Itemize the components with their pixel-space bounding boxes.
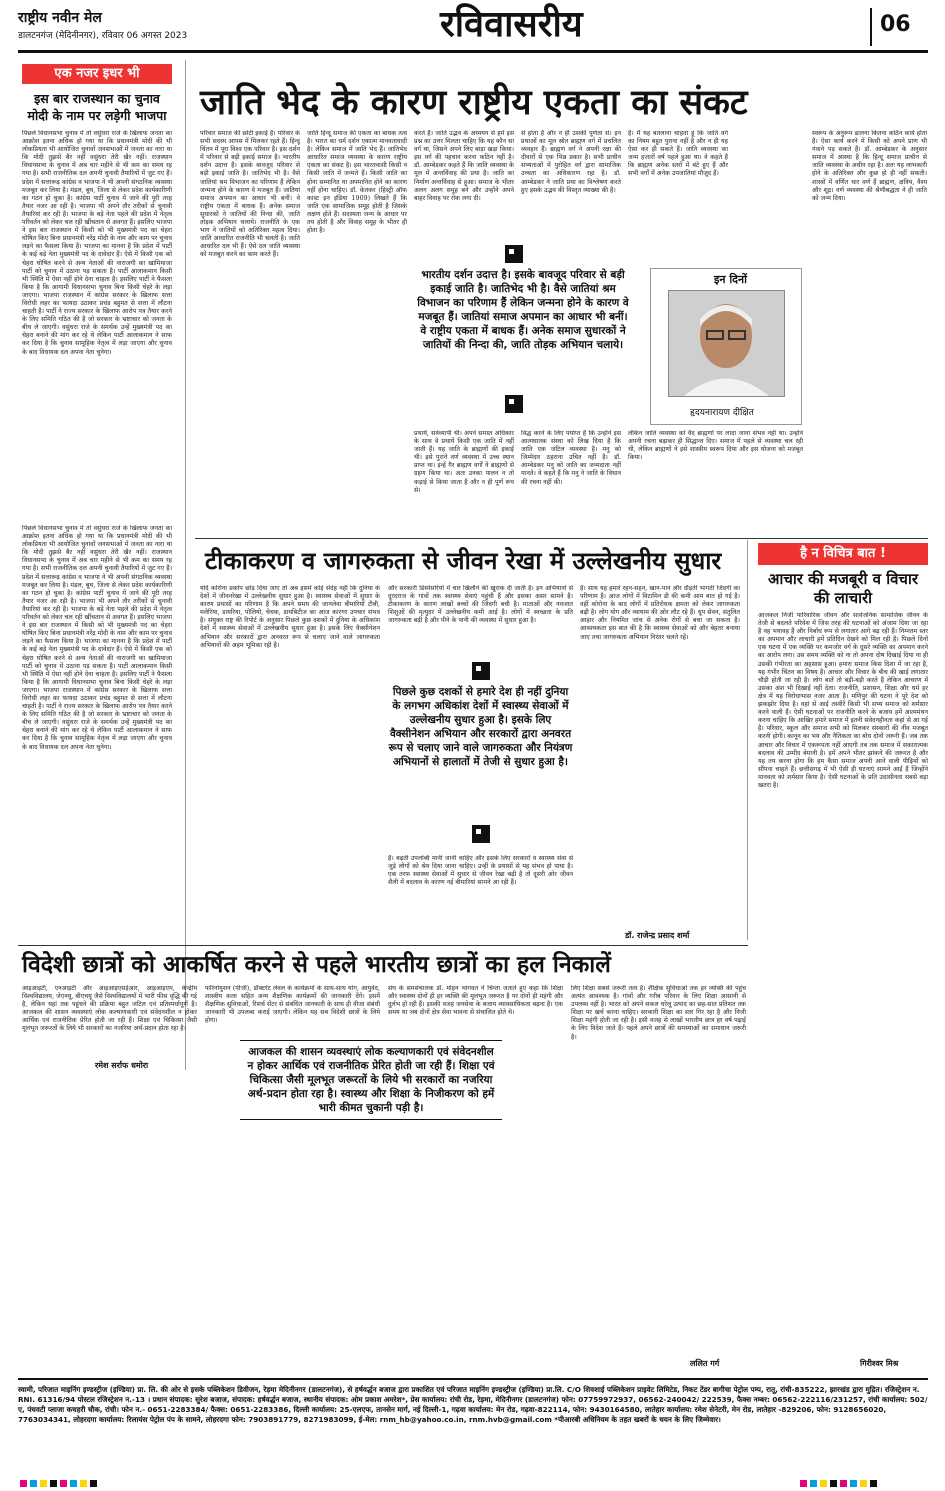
registration-dot bbox=[40, 1480, 47, 1487]
right-box-label: है न विचित्र बात ! bbox=[758, 543, 928, 565]
dateline: डालटनगंज (मेदिनीनगर), रविवार 06 अगस्त 2023 bbox=[18, 31, 188, 41]
imprint-line: स्वामी, परिजात माइनिंग इण्डस्ट्रीज (इण्डिया) प्रा. लि. की ओर से इसके पब्लिकेशन डिवीजन, रेड़मा मेदिनीनगर (डालटनगंज), से हर्षवर्द्धन बजाज द्वारा प्रकाशित एवं परिजात माइनिंग इण्डस्ट्रीज (इण्डिया) प्रा.लि. C/O शिवशाई पब्लिकेशन प्राइवेट लिमिटेड, निकट टेंडर बागीचा पेट्रोल पम्प, रातू, रांची-835222, झारखंड द्वारा मुद्रित। रजिस्ट्रेशन न. RNI. 61316/94 पोस्टल रजिस्ट्रेशन न.-13 । प्रधान संपादक: सुरेश बजाज, संपादक: हर्षवर्द्धन बजाज, स्थानीय संपादक: ओम प्रकाश अमरेश*, प्रेस कार्यालय: रांची रोड, रेड़मा, मेदिनीनगर (डालटनगंज) फोन: 07759972937, 06562-240042/ 222539, फैक्स नम्बर: 06562-222116/231257, रांची कार्यालय: 502/ए, पंचवटी प्लाजा कचहरी चौक, रांची। फोन न.- 0651-2283384/ फैक्स: 0651-2283386, दिल्ली कार्यालय: 25-एलएफ, तानसेन मार्ग, नई दिल्ली-1, गढ़वा कार्यालय: मेन रोड, गढ़वा-822114, फोन: 9430164580, लातेहार कार्यालय: रमेश सेनेटरी, मेन रोड, लातेहार -829206, फोन: 9128656020, 7763034341, लोहरदगा कार्यालय: रिलायंस पेट्रोल पंप के सामने, लोहरदगा फोन: 7903891779, 8271983099, ई-मेल: rnm_hb@yahoo.co.in, rnm.hvb@gmail.com *पीआरबी अधिनियम के तहत खबरों के चयन के लिए जिम्मेवार। bbox=[18, 1385, 928, 1424]
story1-col4: से होता है और न ही उसकी पूर्णता से। इन प्रथाओं का मूल स्रोत ब्राह्मण वर्ग में प्रचलित व्यवहार हैं। ब्राह्मण वर्ग ने अपनी रक्षा की दीवारों से एक भिन्न प्रकार है। सभी प्राचीन सभ्यताओं में पुरोहित वर्ग द्वारा सामाजिक उच्चता का अधिकारण रहा है। डॉ. आम्बेडकर ने जाति प्रथा का विश्लेषण करते हुए इसके उद्भव की विस्तृत व्याख्या की है। bbox=[521, 130, 621, 194]
registration-dots-right bbox=[800, 1472, 880, 1482]
registration-dot bbox=[80, 1480, 87, 1487]
left-box-body-continued: पिछले विधानसभा चुनाव में तो वसुंधरा राजे के खिलाफ जनता का आक्रोश इतना अधिक हो गया था कि प्रधानमंत्री मोदी की भी लोकप्रियता भी आयोजित चुनावों जनसभाओं में जनता का नारा था कि मोदी तुझसे बैर नहीं वसुंधरा तेरी खैर नहीं। राजस्थान विधानसभा के चुनाव में अब चार महीने से भी कम का समय रह गया है। सभी राजनीतिक दल अपनी चुनावी तैयारियों में जुट गए हैं। प्रदेश में सत्तारूढ़ कांग्रेस व भाजपा ने भी अपनी संगठनिक व्यवस्था मजबूत कर लिया है। मंडल, बूथ, जिला से लेकर प्रदेश कार्यकारिणी का गठन हो चुका है। कांग्रेस पार्टी चुनाव में जाने की पूरी तरह तैयार नजर आ रही है। भाजपा भी अपने तौर तरीकों से चुनावी तैयारियां कर रही है। भाजपा के बड़े नेता पहले की प्रदेश में नेतृत्व परिवर्तन को लेकर चल रही खींचतान से अवगत हैं। इसलिए भाजपा ने इस बार राजस्थान में किसी को भी मुख्यमंत्री पद का चेहरा घोषित किए बिना प्रधानमंत्री नरेंद्र मोदी के नाम और काम पर चुनाव लड़ने का फैसला किया है। भाजपा का मानना है कि प्रदेश में पार्टी के कई बड़े नेता मुख्यमंत्री पद के दावेदार हैं। ऐसे में किसी एक को चेहरा घोषित करने से अन्य नेताओं की नाराजगी का खामियाजा पार्टी को चुनाव में उठाना पड़ सकता है। पार्टी आलाकमान किसी भी स्थिति में ऐसा नहीं होने देना चाहता है। इसलिए पार्टी ने फैसला किया है कि आगामी विधानसभा चुनाव बिना किसी चेहरे के लड़ा जाएगा। भाजपा राजस्थान में कांग्रेस सरकार के खिलाफ सत्ता विरोधी लहर का फायदा उठाकर प्रचंड बहुमत से सत्ता में लौटना चाहती है। पार्टी ने राज्य सरकार के खिलाफ आरोप पत्र तैयार करने के लिए समिति गठित की है जो सरकार के भ्रष्टाचार को जनता के बीच ले जाएगी। वसुंधरा राजे के समर्थक उन्हें मुख्यमंत्री पद का चेहरा बनाने की मांग कर रहे थे लेकिन पार्टी आलाकमान ने साफ कर दिया है कि चुनाव सामूहिक नेतृत्व में लड़ा जाएगा और चुनाव के बाद विधायक दल अपना नेता चुनेगा। bbox=[22, 525, 172, 751]
left-box-label: एक नजर इधर भी bbox=[22, 64, 172, 84]
story1-col5: है। मैं यह बतलाना चाहता हूं कि जाति वर्ग का नियम बहुत पुराना नहीं है और न ही यह ऐसा कर ही सकते हैं। जाति व्यवस्था का जन्म हजारों वर्ष पहले हुआ था। वे कहते हैं कि ब्राह्मण अनेक स्तरों में बंटे हुए हैं और सभी वर्गों में अनेक उपजातियां मौजूद हैं। bbox=[628, 130, 728, 178]
right-box-byline: गिरीश्वर मिश्र bbox=[860, 1359, 899, 1368]
story3-col2: फॉरेनोयुशन (पीजी), डॉक्टरेट लेवल के कार्यक्रमों के साथ-साथ योग, आयुर्वेद, शास्त्रीय कला सहित अन्य शैक्षणिक कार्यक्रमों की जानकारी देंगे। इसमें शैक्षणिक सुविधाओं, रिसर्च सेंटर से संबंधित जानकारी के साथ ही वीजा संबंधी जानकारी भी उपलब्ध कराई जाएगी। लेकिन यह सब विदेशी छात्रों के लिये होगा। bbox=[205, 985, 380, 1025]
registration-dot bbox=[830, 1480, 837, 1487]
section-title: रविवासरीय bbox=[440, 4, 583, 45]
footer-rule bbox=[18, 1378, 928, 1380]
story1-headline: जाति भेद के कारण राष्ट्रीय एकता का संकट bbox=[200, 83, 748, 123]
story2-quote-mark-open bbox=[472, 662, 490, 680]
story3-col3: संघ के समसंचालक डॉ. मोहन भागवत ने चिन्ता जताते हुए कहा कि शिक्षा और स्वास्थ्य दोनों ही हर व्यक्ति की मूलभूत जरूरत है पर दोनों ही महंगी और दुर्लभ हो रही हैं। इसकी वजह जनसेवा के बजाय व्यावसायिकता बढ़ना है। एक समय था जब दोनों क्षेत्र सेवा भावना से संचालित होते थे। bbox=[388, 985, 563, 1017]
page-number: 06 bbox=[880, 12, 911, 37]
story1-quote-mark-open bbox=[505, 245, 523, 263]
story2-byline: डॉ. राजेन्द्र प्रसाद शर्मा bbox=[625, 931, 690, 940]
registration-dot bbox=[870, 1480, 877, 1487]
right-box-body: आजकल निजी पारिवारिक जीवन और सार्वजनिक सामाजिक जीवन के तेजी से बदलते परिवेश में जिस तरह की घटनाओं को अंजाम दिया जा रहा है वह भयावह हैं और निर्बाध रूप से लगातार आगे बढ़ रही हैं। निम्नतम स्तर का अपमान और लाचारी हमें प्रतिदिन देखने को मिल रही है। पिछले दिनों एक घटना में एक व्यक्ति पर कमजोर वर्ग के दूसरे व्यक्ति का अपमान करने का आरोप लगा। उस समय व्यक्ति को ना तो अपना दोष दिखाई दिया ना ही उसकी गंभीरता का अहसास हुआ। हमारा समाज किस दिशा में जा रहा है, यह गंभीर चिंतन का विषय है। आचार और विचार के बीच की खाई लगातार चौड़ी होती जा रही है। लोग बातें तो बड़ी-बड़ी करते हैं लेकिन आचरण में उसका अंश भी दिखाई नहीं देता। राजनीति, प्रशासन, शिक्षा और धर्म हर क्षेत्र में यह विरोधाभास नजर आता है। मणिपुर की घटना ने पूरे देश को झकझोर दिया है। वहां से आई तस्वीरें किसी भी सभ्य समाज को शर्मसार करने वाली हैं। ऐसी घटनाओं पर राजनीति करने के बजाय हमें आत्ममंथन करना चाहिए कि आखिर हमारे समाज में इतनी संवेदनहीनता कहां से आ गई है। परिवार, स्कूल और समाज सभी को मिलकर संस्कारों की नींव मजबूत करनी होगी। कानून का भय और नैतिकता का बोध दोनों जरूरी हैं। जब तक आचार और विचार में एकरूपता नहीं आएगी तब तक समाज में सकारात्मक बदलाव की उम्मीद बेमानी है। हमें अपने भीतर झांकने की जरूरत है और यह तय करना होगा कि हम कैसा समाज अपनी आने वाली पीढ़ियों को सौंपना चाहते हैं। छत्तीसगढ़ में भी ऐसी ही घटनाएं सामने आई हैं जिन्होंने मानवता को शर्मसार किया है। ऐसी घटनाओं के प्रति उदासीनता सबसे बड़ा खतरा है। bbox=[758, 612, 928, 789]
story1-col1: परिवार समाज की छोटी इकाई है। परिवार के सभी सदस्य आपस में मिलकर रहते हैं। हिन्दू चिंतन में पूरा विश्व एक परिवार है। इस दर्शन में परिवार से बड़ी इकाई समाज है। भारतीय दर्शन उदात्त है। इसके बावजूद परिवार से बड़ी इकाई जाति है। जातिभेद भी है। वैसे जातियां श्रम विभाजन का परिणाम हैं लेकिन जन्मना होने के कारण वे मजबूत हैं। जातियां समाज अपमान का आधार भी बनीं। वे राष्ट्रीय एकता में बाधक हैं। अनेक समाज सुधारकों ने जातियों की निन्दा की, जाति तोड़क अभियान चलाये। राजनीति के एक भाग ने जातियों को अतिरिक्त महत्व दिया। जाति आधारित राजनीति भी चलती है। जाति आधारित दल भी हैं। ऐसे दल जाति व्यवस्था को मजबूत करने का काम करते हैं। bbox=[200, 130, 300, 259]
author-portrait-icon bbox=[669, 291, 784, 396]
story2-quote-mark-close bbox=[472, 825, 490, 843]
story1-col2: जाति हिन्दू समाज की एकता का बाधक तत्व है। भारत का धर्म दर्शन एकात्म मानवतावादी है। लेकिन समाज में जाति भेद हैं। जातिभेद आधारित समाज व्यवस्था के कारण राष्ट्रीय एकता का संकट है। इस भारतवासी किसी न किसी जाति में जन्मते हैं। किसी जाति का होना सम्मानित या अपमानित होने का कारण नहीं होना चाहिए। डॉ. केतकर (हिस्ट्री ऑफ कास्ट इन इंडिया 1909) लिखते हैं कि जाति एक सामाजिक समूह होती है जिसके लक्षण होते हैं। सदस्यता जन्म के आधार पर तय होती है और विवाह समूह के भीतर ही होता है। bbox=[307, 130, 407, 235]
story3-top-rule bbox=[18, 945, 748, 946]
masthead: राष्ट्रीय नवीन मेल bbox=[18, 10, 102, 26]
registration-dot bbox=[840, 1480, 847, 1487]
registration-dot bbox=[90, 1480, 97, 1487]
story2-col3: हैं। बढ़ती उपलब्धि मानी जानी चाहिए और इसके लिए सरकारों व स्वास्थ्य सेवा से जुड़े लोगों को श्रेय दिया जाना चाहिए। उन्हीं के प्रयासों से यह संभव हो पाया है। एक तरफ स्वास्थ्य सेवाओं में सुधार से जीवन रेखा बढ़ी है तो दूसरी ओर जीवन शैली में बदलाव के कारण नई बीमारियां सामने आ रही हैं। bbox=[388, 855, 573, 887]
registration-dot bbox=[20, 1480, 27, 1487]
right-box-headline: आचार की मजबूरी व विचार की लाचारी bbox=[768, 570, 918, 607]
story1-col6: स्वरूप के अनुरूप ढालना कितना कठिन कार्य होता है। ऐसा कार्य करने में किसी को अपने प्राण भी गंवाने पड़ सकते हैं। डॉ. आम्बेडकर के अनुसार समाज में आस्था है कि हिन्दू समाज प्राचीन से जाति व्यवस्था के अधीन रहा है। अतः यह लाभकारी होने के अतिरिक्त और कुछ हो ही नहीं सकती। शास्त्रों में वर्णित चार वर्ण हैं ब्राह्मण, क्षत्रिय, वैश्य और शूद्र। वर्ण व्यवस्था की श्रेणीबद्धता ने ही जाति को जन्म दिया। bbox=[812, 130, 927, 202]
story1-lower-mid: विद्ध करने के लिए पर्याप्त है कि उन्होंने इस आत्मघातक संस्था को लिख दिया है कि जाति एक जटिल व्यवस्था है। मनु को जिम्मेदार ठहराना उचित नहीं है। डॉ. आम्बेडकर मनु को जाति का जन्मदाता नहीं मानते। वे कहते हैं कि मनु ने जाति के विधान की रचना नहीं की। bbox=[521, 430, 621, 486]
registration-dot bbox=[850, 1480, 857, 1487]
story2-col1: यदि कोरोना प्रकोप छोड़ दिया जाए तो अब इसमें कोई संदेह नहीं कि दुनिया के देशों में जीवनरेखा में उल्लेखनीय सुधार हुआ है। स्वास्थ्य सेवाओं में सुधार के कारण प्रयासों का परिणाम है कि अपने समय की जानलेवा बीमारियों टीबी, मलेरिया, डायरिया, पोलियो, चेचक, डायबिटीज का आज कारगर उपचार संभव है। संयुक्त राष्ट्र की रिपोर्ट के अनुसार पिछले कुछ दशकों में दुनिया के अधिकांश देशों में स्वास्थ्य सेवाओं में उल्लेखनीय सुधार हुआ है। इसके लिए वैक्सीनेशन अभियान और सरकारों द्वारा अनवरत रूप से चलाए जाने वाले जागरुकता अभियानों की अहम भूमिका रही है। bbox=[200, 585, 380, 649]
story3-headline: विदेशी छात्रों को आकर्षित करने से पहले भारतीय छात्रों का हल निकालें bbox=[22, 952, 611, 978]
story2-right-rule bbox=[747, 540, 748, 940]
author-photo bbox=[668, 290, 785, 397]
registration-dot bbox=[800, 1480, 807, 1487]
story3-col1: आइआइटी, एनआइटी और आइआइएसईआर, आइआइएम, केन्द्रीय विश्वविद्यालय, जेएनयू, बीएचयू जैसे विश्वविद्यालयों में भारी फीस वृद्धि की गई है, लेकिन यहां तक पहुंचने की प्रक्रिया बहुत जटिल एवं प्रतिस्पर्धापूर्ण है। आजकल की शासन व्यवस्थाएं लोक कल्याणकारी एवं संवेदनशील न होकर आर्थिक एवं राजनीतिक प्रेरित होती जा रही हैं। शिक्षा एवं चिकित्सा जैसी मूलभूत जरूरतों के लिये भी सरकारों का नजरिया अर्थ-प्रदान होता रहा है। bbox=[22, 985, 197, 1033]
story2-headline: टीकाकरण व जागरुकता से जीवन रेखा में उल्लेखनीय सुधार bbox=[205, 547, 722, 575]
story3-pull-quote: आजकल की शासन व्यवस्थाएं लोक कल्याणकारी एवं संवेदनशील न होकर आर्थिक एवं राजनीतिक प्रेरित होती जा रही हैं। शिक्षा एवं चिकित्सा जैसी मूलभूत जरूरतों के लिये भी सरकारों का नजरिया अर्थ-प्रदान होता रहा है। स्वास्थ्य और शिक्षा के निजीकरण को हमें भारी कीमत चुकानी पड़ी है। bbox=[240, 1040, 502, 1120]
registration-dot bbox=[60, 1480, 67, 1487]
header-rule bbox=[18, 50, 928, 53]
story1-bottom-rule bbox=[195, 538, 928, 539]
story2-col4: है। साथ यह हमारे रहन-सहन, खान-पान और दौड़ती भागती जिंदगी का परिणाम है। आज लोगों में विटामिन डी की कमी आम बात हो गई है। वहीं कोरोना के बाद लोगों में प्रतिरोधक क्षमता को लेकर जागरुकता बढ़ी है। लोग योग और व्यायाम की ओर लौट रहे हैं। धूप सेवन, संतुलित आहार और नियमित जांच से अनेक रोगों से बचा जा सकता है। आवश्यकता इस बात की है कि स्वास्थ्य सेवाओं को और बेहतर बनाया जाए तथा जागरुकता अभियान निरंतर चलते रहें। bbox=[580, 585, 740, 641]
photo-label: इन दिनों bbox=[714, 273, 747, 286]
story1-pull-quote: भारतीय दर्शन उदात्त है। इसके बावजूद परिवार से बड़ी इकाई जाति है। जातिभेद भी है। वैसे जातियां श्रम विभाजन का परिणाम हैं लेकिन जन्मना होने के कारण वे मजबूत हैं। जातियां समाज अपमान का आधार भी बनीं। वे राष्ट्रीय एकता में बाधक हैं। अनेक समाज सुधारकों ने जातियों की निन्दा की, जाति तोड़क अभियान चलाये। bbox=[417, 269, 629, 351]
registration-dot bbox=[810, 1480, 817, 1487]
story1-quote-mark-close bbox=[505, 395, 523, 413]
story1-lower-left: प्रथायें, सर्वव्यापी थीं। अपने समस्त अधिकार के साथ वे प्रथायें किसी एक जाति में नहीं जाती हैं। यह जाति के ब्राह्मणों की इकाई थी। इसे पुराने वर्ण व्यवस्था में उच्च स्थान प्राप्त था। इन्हें गैर ब्राह्मण वर्गों ने ब्राह्मणों से ग्रहण किया था। अतः उनका पालन न तो कड़ाई से किया जाता है और न ही पूर्ण रूप से। bbox=[414, 430, 514, 494]
left-box-body: पिछले विधानसभा चुनाव में तो वसुंधरा राजे के खिलाफ जनता का आक्रोश इतना अधिक हो गया था कि प्रधानमंत्री मोदी की भी लोकप्रियता भी आयोजित चुनावों जनसभाओं में जनता का नारा था कि मोदी तुझसे बैर नहीं वसुंधरा तेरी खैर नहीं। राजस्थान विधानसभा के चुनाव में अब चार महीने से भी कम का समय रह गया है। सभी राजनीतिक दल अपनी चुनावी तैयारियों में जुट गए हैं। प्रदेश में सत्तारूढ़ कांग्रेस व भाजपा ने भी अपनी संगठनिक व्यवस्था मजबूत कर लिया है। मंडल, बूथ, जिला से लेकर प्रदेश कार्यकारिणी का गठन हो चुका है। कांग्रेस पार्टी चुनाव में जाने की पूरी तरह तैयार नजर आ रही है। भाजपा भी अपने तौर तरीकों से चुनावी तैयारियां कर रही है। भाजपा के बड़े नेता पहले की प्रदेश में नेतृत्व परिवर्तन को लेकर चल रही खींचतान से अवगत हैं। इसलिए भाजपा ने इस बार राजस्थान में किसी को भी मुख्यमंत्री पद का चेहरा घोषित किए बिना प्रधानमंत्री नरेंद्र मोदी के नाम और काम पर चुनाव लड़ने का फैसला किया है। भाजपा का मानना है कि प्रदेश में पार्टी के कई बड़े नेता मुख्यमंत्री पद के दावेदार हैं। ऐसे में किसी एक को चेहरा घोषित करने से अन्य नेताओं की नाराजगी का खामियाजा पार्टी को चुनाव में उठाना पड़ सकता है। पार्टी आलाकमान किसी भी स्थिति में ऐसा नहीं होने देना चाहता है। इसलिए पार्टी ने फैसला किया है कि आगामी विधानसभा चुनाव बिना किसी चेहरे के लड़ा जाएगा। भाजपा राजस्थान में कांग्रेस सरकार के खिलाफ सत्ता विरोधी लहर का फायदा उठाकर प्रचंड बहुमत से सत्ता में लौटना चाहती है। पार्टी ने राज्य सरकार के खिलाफ आरोप पत्र तैयार करने के लिए समिति गठित की है जो सरकार के भ्रष्टाचार को जनता के बीच ले जाएगी। वसुंधरा राजे के समर्थक उन्हें मुख्यमंत्री पद का चेहरा बनाने की मांग कर रहे थे लेकिन पार्टी आलाकमान ने साफ कर दिया है कि चुनाव सामूहिक नेतृत्व में लड़ा जाएगा और चुनाव के बाद विधायक दल अपना नेता चुनेगा। bbox=[22, 130, 172, 356]
left-column-rule bbox=[185, 60, 186, 1070]
registration-dot bbox=[820, 1480, 827, 1487]
left-box-headline: इस बार राजस्थान का चुनाव मोदी के नाम पर लड़ेगी भाजपा bbox=[27, 91, 167, 123]
story1-lower-right: लेकिन जाति व्यवस्था को वैद ब्राह्मणों पर लादा जाना संभव नहीं था। उन्होंने अपनी रचना बढ़ाकर ही सिद्धान्त दिए। समाज में पहले से व्यवस्था चल रही थी, लेकिन ब्राह्मणों ने इसे शास्त्रीय स्वरूप दिया और इस योजना को मजबूत किया। bbox=[628, 430, 803, 462]
registration-dot bbox=[30, 1480, 37, 1487]
story3-byline: ललित गर्ग bbox=[690, 1359, 720, 1368]
page-number-divider bbox=[870, 8, 872, 46]
story3-col4: लिए शिक्षा सबसे जरूरी तत्व है। शैक्षिक सुविधाओं तक हर व्यक्ति की पहुंच अत्यंत आवश्यक है। गांवों और गरीब परिवार के लिए शिक्षा आसानी से उपलब्ध नहीं है। भारत को अपने सकल घरेलू उत्पाद का छह-सात प्रतिशत तक शिक्षा पर खर्च करना चाहिए। सरकारी शिक्षा का स्तर गिर रहा है और निजी शिक्षा महंगी होती जा रही है। इसी वजह से लाखों भारतीय छात्र हर वर्ष पढ़ाई के लिए विदेश जाते हैं। पहले अपने छात्रों की समस्याओं का समाधान जरूरी है। bbox=[571, 985, 746, 1041]
registration-dot bbox=[50, 1480, 57, 1487]
story2-pull-quote: पिछले कुछ दशकों से हमारे देश ही नहीं दुनिया के लगभग अधिकांश देशों में स्वास्थ्य सेवाओं में उल्लेखनीय सुधार हुआ है। इसके लिए वैक्सीनेशन अभियान और सरकारों द्वारा अनवरत रूप से चलाए जाने वाले जागरुकता और नियंत्रण अभियानों से हालातों में तेजी से सुधार हुआ है। bbox=[388, 686, 573, 768]
left-box-byline: रमेश सर्राफ धमोरा bbox=[95, 1061, 149, 1070]
story1-col3: करते हैं। जाति उद्भव के अध्ययन से हमें इस प्रश्न का उत्तर मिलता चाहिए कि यह कौन सा वर्ग था, जिसने अपने लिए बाड़ा खड़ा किया। इस वर्ग की पहचान करना कठिन नहीं है। डॉ. आम्बेडकर कहते हैं कि जाति व्यवस्था के मूल में अन्तर्विवाह की प्रथा है। जाति का निर्माण अन्तर्विवाह से हुआ। समाज के भीतर अलग अलग समूह बने और उन्होंने अपने बाहर विवाह पर रोक लगा दी। bbox=[414, 130, 514, 202]
story2-col2: और सरकारी डिस्पेंसरियों में चार खिलौने की खुराक दी जाती है। इन अभियानों से दूरदराज के गांवों तक स्वास्थ्य सेवाएं पहुंची हैं और इसका असर सामने है। टीकाकरण के कारण लाखों बच्चों की जिंदगी बची है। माताओं और नवजात शिशुओं की मृत्युदर में उल्लेखनीय कमी आई है। लोगों में स्वच्छता के प्रति जागरुकता बढ़ी है और पीने के पानी की व्यवस्था में सुधार हुआ है। bbox=[388, 585, 573, 625]
registration-dot bbox=[70, 1480, 77, 1487]
photo-caption: हृदयनारायण दीक्षित bbox=[690, 408, 754, 418]
registration-dot bbox=[860, 1480, 867, 1487]
registration-dots-left bbox=[20, 1472, 100, 1482]
